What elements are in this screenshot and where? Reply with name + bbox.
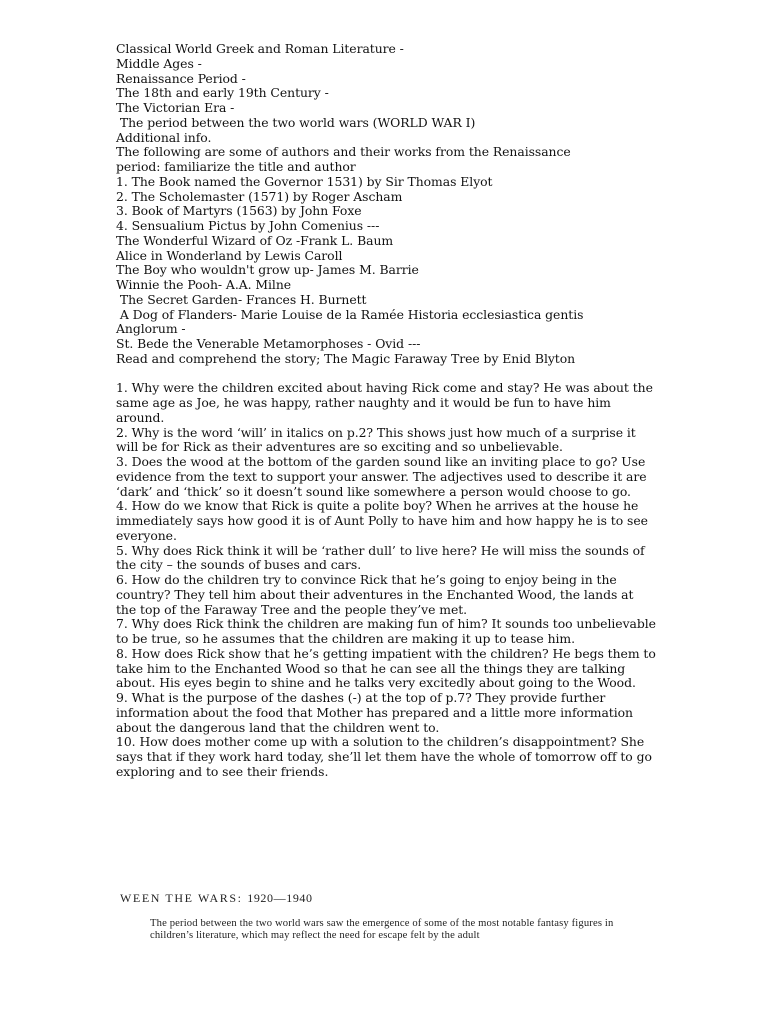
- work-line: Anglorum -: [116, 321, 186, 337]
- question-paragraph: 1. Why were the children excited about having Rick come and stay? He was about the same age as Joe, he was happy, rather naughty and it would be fun to have him around.: [116, 380, 653, 425]
- question-paragraph: 8. How does Rick show that he’s getting impatient with the children? He begs them to take him to the Enchanted Wood so that he can see all the things they are talking about. His eyes begin to shine and he talks very excitedly about going to the Wood.: [116, 645, 656, 691]
- question-paragraph: 4. How do we know that Rick is quite a polite boy? When he arrives at the house he immediately says how good it is of Aunt Polly to have him and how happy he is to see everyone.: [116, 498, 648, 543]
- additional-info-label: Additional info.: [116, 129, 212, 145]
- blank-line: [116, 367, 656, 382]
- work-line: 1. The Book named the Governor 1531) by Sir Thomas Elyot: [116, 173, 493, 189]
- intro-line: The following are some of authors and their works from the Renaissance: [116, 144, 571, 160]
- era-line: Classical World Greek and Roman Literature -: [116, 41, 404, 56]
- work-line: Read and comprehend the story; The Magic Faraway Tree by Enid Blyton: [116, 350, 576, 366]
- work-line: Winnie the Pooh- A.A. Milne: [116, 277, 292, 292]
- era-line: The Victorian Era -: [116, 100, 235, 115]
- era-line: The period between the two world wars (WORLD WAR I): [116, 114, 476, 130]
- excerpt-body: The period between the two world wars saw the emergence of some of the most notable fantasy figures in children’s literature, which may reflect the need for escape felt by the adult: [150, 918, 614, 941]
- work-line: 3. Book of Martyrs (1563) by John Foxe: [116, 203, 362, 219]
- scanned-book-excerpt: [120, 888, 660, 942]
- excerpt-heading-years: 1920—1940: [247, 891, 313, 905]
- era-line: The 18th and early 19th Century -: [116, 85, 329, 101]
- question-paragraph: 7. Why does Rick think the children are making fun of him? It sounds too unbelievable to be true, so he assumes that the children are making it up to tease him.: [116, 616, 656, 646]
- work-line: The Boy who wouldn't grow up- James M. Barrie: [116, 262, 419, 278]
- work-line: The Secret Garden- Frances H. Burnett: [116, 291, 367, 307]
- work-line: Alice in Wonderland by Lewis Caroll: [116, 247, 343, 263]
- question-paragraph: 9. What is the purpose of the dashes (-) at the top of p.7? They provide further information about the food that Mother has prepared and a little more information about the dangerous land that the children went to.: [116, 690, 633, 735]
- excerpt-heading-text: WEEN THE WARS:: [120, 891, 243, 905]
- document-body: [116, 42, 656, 780]
- question-paragraph: 3. Does the wood at the bottom of the garden sound like an inviting place to go? Use evidence from the text to support your answer. The adjectives used to describe it are ‘dark’ and ‘thick’ so it doesn’t sound like somewhere a person would choose to go.: [116, 454, 647, 499]
- work-line: 4. Sensualium Pictus by John Comenius ---: [116, 218, 380, 233]
- intro-line: period: familiarize the title and author: [116, 159, 356, 174]
- question-paragraph: 6. How do the children try to convince Rick that he’s going to enjoy being in the country? They tell him about their adventures in the Enchanted Wood, the lands at the top of the Faraway Tree and the people they’ve met.: [116, 572, 634, 617]
- work-line: A Dog of Flanders- Marie Louise de la Ramée Historia ecclesiastica gentis: [116, 306, 584, 322]
- era-line: Renaissance Period -: [116, 70, 246, 86]
- work-line: 2. The Scholemaster (1571) by Roger Ascham: [116, 188, 403, 204]
- question-paragraph: 10. How does mother come up with a solution to the children’s disappointment? She says that if they work hard today, she’ll let them have the whole of tomorrow off to go exploring and to see their friends.: [116, 734, 652, 779]
- question-paragraph: 2. Why is the word ‘will’ in italics on p.2? This shows just how much of a surprise it will be for Rick as their adventures are so exciting and so unbelievable.: [116, 424, 636, 455]
- era-line: Middle Ages -: [116, 55, 202, 71]
- question-paragraph: 5. Why does Rick think it will be ‘rather dull’ to live here? He will miss the sounds of the city – the sounds of buses and cars.: [116, 542, 645, 573]
- excerpt-heading: [120, 888, 660, 908]
- work-line: The Wonderful Wizard of Oz -Frank L. Baum: [116, 232, 394, 248]
- work-line: St. Bede the Venerable Metamorphoses - Ovid ---: [116, 336, 421, 351]
